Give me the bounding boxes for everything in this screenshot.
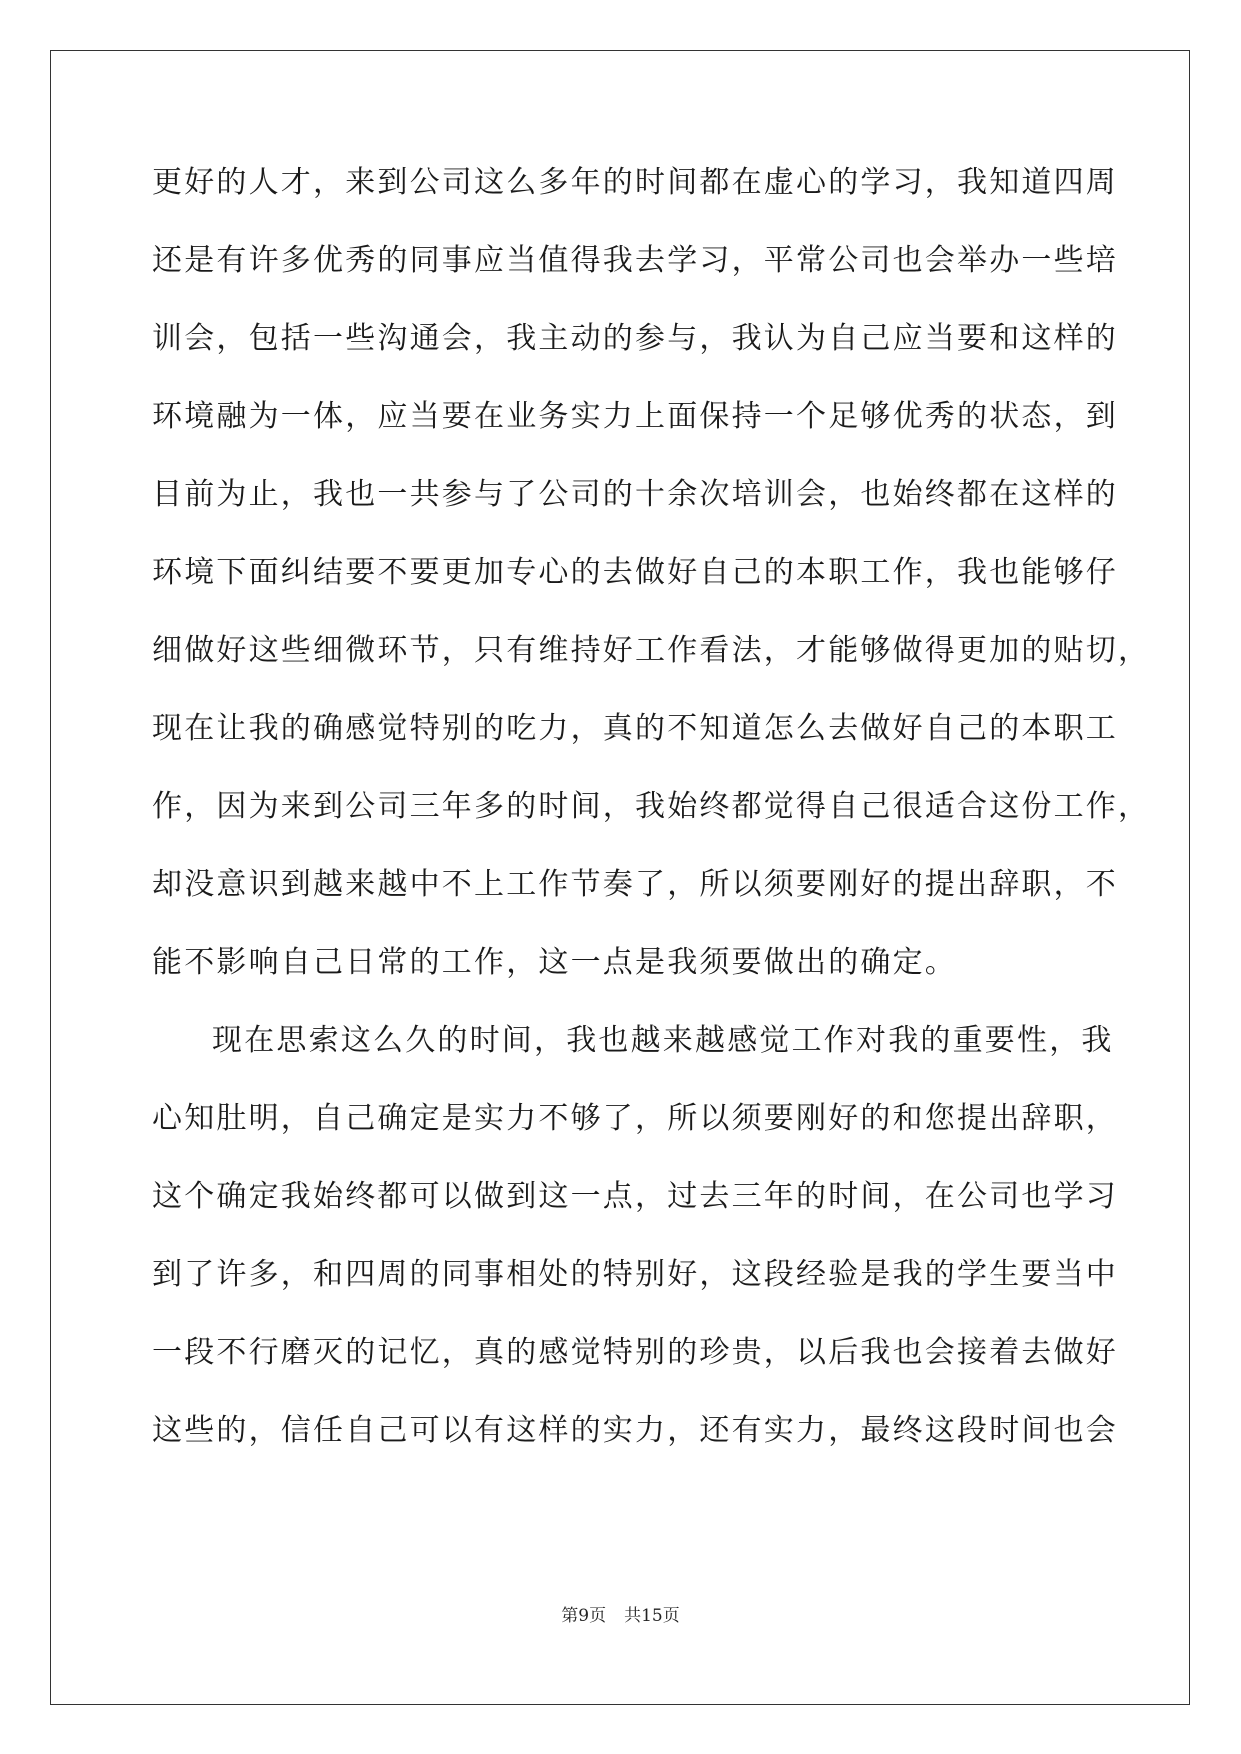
text-line: 训会，包括一些沟通会，我主动的参与，我认为自己应当要和这样的 xyxy=(152,321,1118,356)
text-line: 环境融为一体，应当要在业务实力上面保持一个足够优秀的状态，到 xyxy=(152,399,1118,434)
page-number: 第9页 xyxy=(561,1606,607,1626)
text-line: 现在让我的确感觉特别的吃力，真的不知道怎么去做好自己的本职工 xyxy=(152,711,1118,746)
text-line: 到了许多，和四周的同事相处的特别好，这段经验是我的学生要当中 xyxy=(152,1257,1118,1292)
paragraph-start-line: 现在思索这么久的时间，我也越来越感觉工作对我的重要性，我 xyxy=(212,1023,1114,1058)
text-line: 却没意识到越来越中不上工作节奏了，所以须要刚好的提出辞职，不 xyxy=(152,867,1118,902)
page-total: 共15页 xyxy=(624,1606,680,1626)
text-line: 心知肚明，自己确定是实力不够了，所以须要刚好的和您提出辞职， xyxy=(152,1101,1118,1136)
text-line: 环境下面纠结要不要更加专心的去做好自己的本职工作，我也能够仔 xyxy=(152,555,1118,590)
text-line: 能不影响自己日常的工作，这一点是我须要做出的确定。 xyxy=(152,945,957,980)
text-line: 还是有许多优秀的同事应当值得我去学习，平常公司也会举办一些培 xyxy=(152,243,1118,278)
text-line: 细做好这些细微环节，只有维持好工作看法，才能够做得更加的贴切， xyxy=(152,633,1151,668)
text-line: 一段不行磨灭的记忆，真的感觉特别的珍贵，以后我也会接着去做好 xyxy=(152,1335,1118,1370)
text-line: 这些的，信任自己可以有这样的实力，还有实力，最终这段时间也会 xyxy=(152,1413,1118,1448)
text-line: 这个确定我始终都可以做到这一点，过去三年的时间，在公司也学习 xyxy=(152,1179,1118,1214)
text-line: 目前为止，我也一共参与了公司的十余次培训会，也始终都在这样的 xyxy=(152,477,1118,512)
text-line: 更好的人才，来到公司这么多年的时间都在虚心的学习，我知道四周 xyxy=(152,165,1118,200)
text-line: 作，因为来到公司三年多的时间，我始终都觉得自己很适合这份工作， xyxy=(152,789,1151,824)
document-body xyxy=(152,158,1151,1484)
page-footer xyxy=(0,1604,1241,1628)
